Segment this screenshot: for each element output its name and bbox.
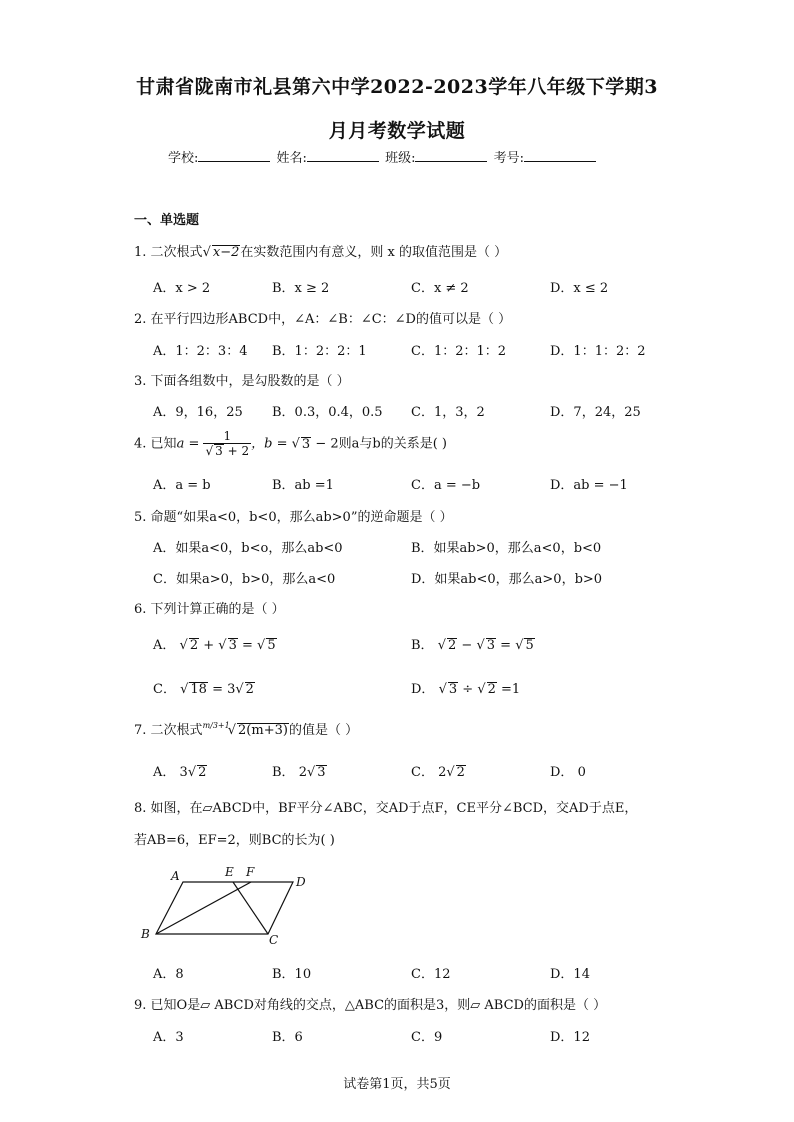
q7-option-b[interactable]: B． 2√ 3 [272, 765, 326, 780]
q3-option-b[interactable]: B．0.3，0.4，0.5 [272, 405, 383, 420]
q7-option-c[interactable]: C． 2√ 2 [411, 765, 465, 780]
q4-option-a[interactable]: A．a = b [153, 478, 211, 493]
label-b: B [141, 927, 150, 941]
q6-option-d[interactable]: D． √ 3 ÷ √ 2 =1 [411, 682, 521, 697]
field-school-label: 学校: [168, 151, 199, 166]
q4-option-c[interactable]: C．a = −b [411, 478, 481, 493]
label-e: E [225, 865, 234, 879]
q9-option-a[interactable]: A．3 [153, 1030, 184, 1045]
field-exam-number-blank[interactable] [524, 148, 596, 162]
label-c: C [269, 933, 279, 946]
q6-option-c[interactable]: C． √ 18 = 3√ 2 [153, 682, 254, 697]
q1-option-a[interactable]: A．x > 2 [153, 281, 211, 296]
q8-option-a[interactable]: A．8 [153, 967, 184, 982]
student-info-fields [168, 147, 598, 166]
label-a: A [171, 869, 180, 883]
q1-radicand: x−2 [212, 245, 240, 260]
q5-option-c[interactable]: C．如果a>0，b>0，那么a<0 [153, 572, 336, 587]
q9-option-d[interactable]: D．12 [550, 1030, 590, 1045]
q3-option-a[interactable]: A．9，16，25 [153, 405, 243, 420]
q5-option-d[interactable]: D．如果ab<0，那么a>0，b>0 [411, 572, 603, 587]
question-2: 2. 在平行四边形ABCD中，∠A：∠B：∠C：∠D的值可以是（ ） [134, 312, 512, 327]
parallelogram-abcd [156, 882, 293, 934]
page-footer: 试卷第1页，共5页 [343, 1077, 451, 1092]
q1-option-b[interactable]: B．x ≥ 2 [272, 281, 330, 296]
q2-option-a[interactable]: A．1：2：3：4 [153, 344, 248, 359]
question-5: 5. 命题“如果a<0，b<0，那么ab>0”的逆命题是（ ） [134, 510, 453, 525]
q2-option-b[interactable]: B．1：2：2：1 [272, 344, 367, 359]
q7-radicand: 2(m+3) [238, 723, 288, 738]
question-1: 1. 二次根式√ x−2在实数范围内有意义，则 x 的取值范围是（ ） [134, 245, 508, 260]
q8-option-b[interactable]: B．10 [272, 967, 312, 982]
question-8-line1: 8. 如图，在▱ABCD中，BF平分∠ABC，交AD于点F，CE平分∠BCD，交AD于点E， [134, 801, 638, 816]
q9-option-b[interactable]: B．6 [272, 1030, 303, 1045]
label-f: F [246, 865, 255, 879]
q9-option-c[interactable]: C．9 [411, 1030, 443, 1045]
q8-option-c[interactable]: C．12 [411, 967, 451, 982]
q6-option-b[interactable]: B． √ 2 − √ 3 = √ 5 [411, 638, 534, 653]
label-d: D [296, 875, 306, 889]
segment-ce [233, 882, 268, 934]
field-exam-number-label: 考号: [493, 151, 524, 166]
q6-option-a[interactable]: A． √ 2 + √ 3 = √ 5 [153, 638, 276, 653]
q5-option-a[interactable]: A．如果a<0，b<o，那么ab<0 [153, 541, 343, 556]
question-6: 6. 下列计算正确的是（ ） [134, 602, 285, 617]
q5-option-b[interactable]: B．如果ab>0，那么a<0，b<0 [411, 541, 602, 556]
field-class-blank[interactable] [415, 148, 487, 162]
q4-fraction: $\frac{1}{√ 3 + 2}$ [205, 429, 250, 459]
q3-option-c[interactable]: C．1，3，2 [411, 405, 485, 420]
question-8-line2: 若AB=6，EF=2，则BC的长为( ) [134, 833, 335, 848]
field-name-blank[interactable] [307, 148, 379, 162]
question-9: 9. 已知O是▱ ABCD对角线的交点，△ABC的面积是3，则▱ ABCD的面积是（ ） [134, 998, 607, 1013]
q2-option-c[interactable]: C．1：2：1：2 [411, 344, 507, 359]
q3-option-d[interactable]: D．7，24，25 [550, 405, 641, 420]
segment-bf [156, 882, 251, 934]
question-7: 7. 二次根式$^{m/3+1}$√ 2(m+3)的值是（ ） [134, 721, 359, 738]
q4-option-b[interactable]: B．ab =1 [272, 478, 334, 493]
q8-parallelogram-figure [138, 864, 318, 946]
q2-option-d[interactable]: D．1：1：2：2 [550, 344, 646, 359]
q7-root-index: m/3+1 [202, 721, 230, 730]
field-class-label: 班级: [385, 151, 416, 166]
field-school-blank[interactable] [198, 148, 270, 162]
page-title-line1: 甘肃省陇南市礼县第六中学2022-2023学年八年级下学期3 [136, 76, 658, 98]
q7-option-d[interactable]: D． 0 [550, 765, 586, 780]
q7-option-a[interactable]: A． 3√ 2 [153, 765, 207, 780]
question-3: 3. 下面各组数中，是勾股数的是（ ） [134, 374, 350, 389]
field-name-label: 姓名: [276, 151, 307, 166]
section-heading: 一、单选题 [134, 213, 200, 228]
question-4: 4. 已知a = $\frac{1}{√ 3 + 2}$ ，b = √ 3 − 2则a与b的关系是( ) [134, 429, 447, 459]
q4-option-d[interactable]: D．ab = −1 [550, 478, 628, 493]
q1-option-d[interactable]: D．x ≤ 2 [550, 281, 609, 296]
q8-option-d[interactable]: D．14 [550, 967, 590, 982]
q1-option-c[interactable]: C．x ≠ 2 [411, 281, 469, 296]
page-title-line2: 月月考数学试题 [328, 120, 466, 142]
